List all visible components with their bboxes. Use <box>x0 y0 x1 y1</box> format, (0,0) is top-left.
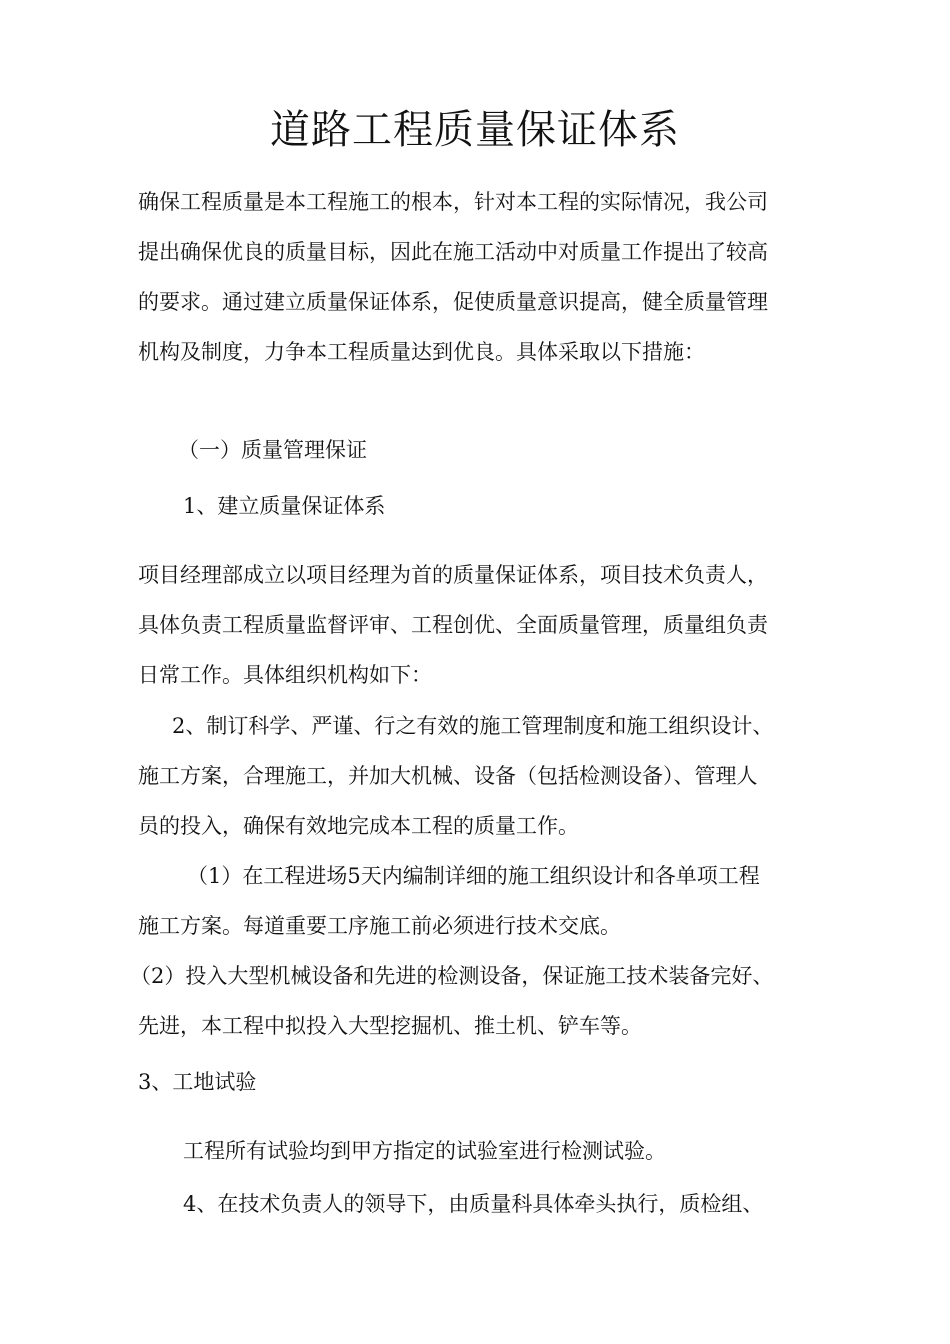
intro-line: 确保工程质量是本工程施工的根本，针对本工程的实际情况，我公司 <box>138 190 768 214</box>
intro-line: 机构及制度，力争本工程质量达到优良。具体采取以下措施： <box>138 340 705 364</box>
item-1-body-line: 日常工作。具体组织机构如下： <box>138 663 432 687</box>
item-3-heading: 3、工地试验 <box>138 1070 257 1094</box>
item-1-body-line: 项目经理部成立以项目经理为首的质量保证体系，项目技术负责人， <box>138 563 768 587</box>
document-title: 道路工程质量保证体系 <box>270 107 680 153</box>
item-2-sub-2-line: （2）投入大型机械设备和先进的检测设备，保证施工技术装备完好、 <box>130 964 774 988</box>
item-2-line: 员的投入，确保有效地完成本工程的质量工作。 <box>138 814 579 838</box>
section-heading: （一）质量管理保证 <box>178 438 367 462</box>
item-2-sub-1-line: 施工方案。每道重要工序施工前必须进行技术交底。 <box>138 914 621 938</box>
item-2-line: 施工方案，合理施工，并加大机械、设备（包括检测设备）、管理人 <box>138 764 758 788</box>
intro-line: 提出确保优良的质量目标，因此在施工活动中对质量工作提出了较高 <box>138 240 768 264</box>
intro-line: 的要求。通过建立质量保证体系，促使质量意识提高，健全质量管理 <box>138 290 768 314</box>
item-2-line: 2、制订科学、严谨、行之有效的施工管理制度和施工组织设计、 <box>172 714 774 738</box>
item-3-body: 工程所有试验均到甲方指定的试验室进行检测试验。 <box>183 1139 666 1163</box>
item-2-sub-1-line: （1）在工程进场5天内编制详细的施工组织设计和各单项工程 <box>187 864 760 888</box>
item-1-body-line: 具体负责工程质量监督评审、工程创优、全面质量管理，质量组负责 <box>138 613 768 637</box>
item-2-sub-2-line: 先进，本工程中拟投入大型挖掘机、推土机、铲车等。 <box>138 1014 642 1038</box>
item-1-heading: 1、建立质量保证体系 <box>183 494 386 518</box>
item-4-line: 4、在技术负责人的领导下，由质量科具体牵头执行，质检组、 <box>183 1192 764 1216</box>
